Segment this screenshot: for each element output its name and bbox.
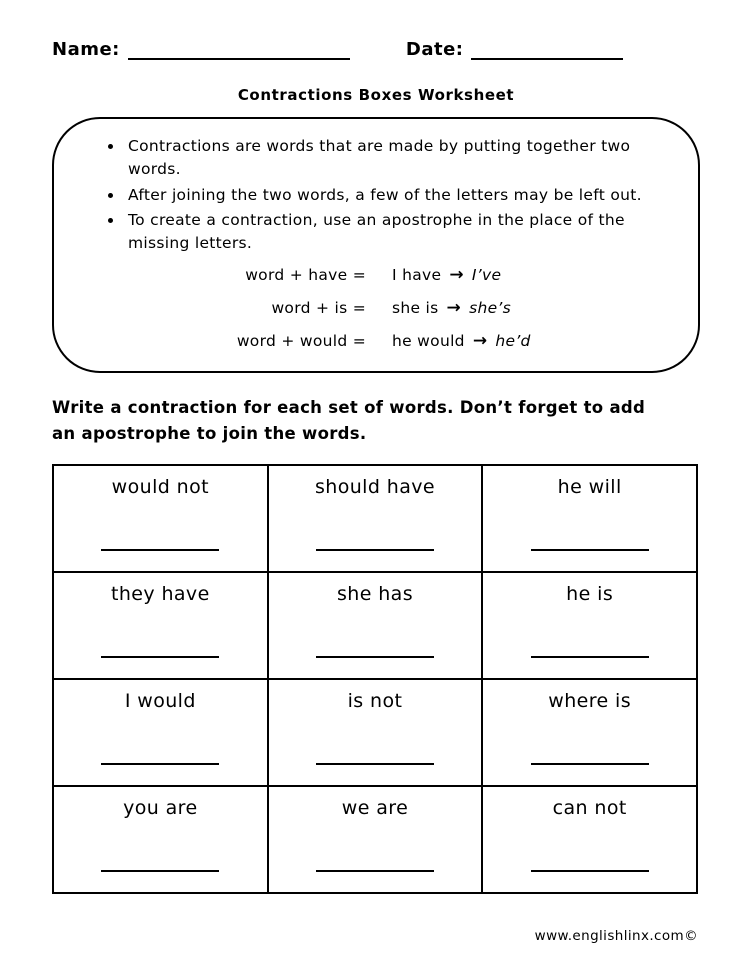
table-row xyxy=(53,465,697,572)
example-row xyxy=(98,298,664,318)
date-blank-line xyxy=(471,38,623,60)
right-arrow-icon: → xyxy=(449,265,464,286)
word-pair: should have xyxy=(314,476,435,499)
info-box xyxy=(52,117,700,373)
table-row xyxy=(53,679,697,786)
answer-blank-line xyxy=(316,870,434,872)
word-pair: she has xyxy=(336,583,414,606)
answer-blank-line xyxy=(101,763,219,765)
contractions-table xyxy=(52,464,698,894)
examples-block xyxy=(98,265,664,351)
word-pair: he is xyxy=(566,583,614,606)
answer-blank-line xyxy=(101,549,219,551)
word-pair: I would xyxy=(124,690,196,713)
table-cell xyxy=(482,572,697,679)
bullet-item: • To create a contraction, use an apostrophe in the place of the missing letters. xyxy=(124,209,664,256)
example-group xyxy=(366,265,601,285)
table-cell xyxy=(268,786,483,893)
table-cell xyxy=(482,465,697,572)
answer-blank-line xyxy=(316,656,434,658)
answer-blank-line xyxy=(316,763,434,765)
header-row xyxy=(52,38,700,60)
answer-blank-line xyxy=(531,870,649,872)
answer-blank-line xyxy=(531,549,649,551)
word-pair: can not xyxy=(552,797,627,820)
table-row xyxy=(53,786,697,893)
answer-blank-line xyxy=(316,549,434,551)
example-result: he’d xyxy=(495,332,531,351)
right-arrow-icon: → xyxy=(472,331,488,352)
example-row xyxy=(98,331,664,351)
word-pair: would not xyxy=(111,476,209,499)
table-cell xyxy=(53,786,268,893)
table-cell xyxy=(482,786,697,893)
example-result: she’s xyxy=(469,299,512,318)
example-row xyxy=(98,265,664,285)
answer-blank-line xyxy=(101,870,219,872)
table-cell xyxy=(53,679,268,786)
example-phrase: he would xyxy=(392,332,465,351)
answer-blank-line xyxy=(101,656,219,658)
table-cell xyxy=(268,465,483,572)
example-group xyxy=(366,298,601,318)
table-cell xyxy=(268,679,483,786)
example-phrase: she is xyxy=(392,299,439,318)
instructions-text: Write a contraction for each set of words. Don’t forget to add an apostrophe to join the words. xyxy=(52,398,646,443)
word-pair: where is xyxy=(548,690,632,713)
table-cell xyxy=(53,465,268,572)
answer-blank-line xyxy=(531,656,649,658)
word-pair: they have xyxy=(110,583,210,606)
table-cell xyxy=(53,572,268,679)
name-label: Name: xyxy=(52,39,120,60)
worksheet-title: Contractions Boxes Worksheet xyxy=(237,86,515,104)
word-pair: he will xyxy=(557,476,622,499)
footer-credit: www.englishlinx.com© xyxy=(534,928,698,944)
example-result: I’ve xyxy=(471,266,502,285)
table-cell xyxy=(268,572,483,679)
answer-blank-line xyxy=(531,763,649,765)
date-label: Date: xyxy=(405,39,464,60)
example-group xyxy=(366,331,601,351)
word-pair: is not xyxy=(347,690,403,713)
right-arrow-icon: → xyxy=(446,298,462,319)
bullet-item: • Contractions are words that are made by putting together two words. xyxy=(124,135,664,182)
example-formula: word + is = xyxy=(271,299,366,318)
bullet-item: • After joining the two words, a few of the letters may be left out. xyxy=(124,184,664,207)
word-pair: we are xyxy=(341,797,409,820)
table-row xyxy=(53,572,697,679)
table-cell xyxy=(482,679,697,786)
name-blank-line xyxy=(128,38,350,60)
example-formula: word + have = xyxy=(245,266,366,285)
word-pair: you are xyxy=(123,797,198,820)
info-bullet-list xyxy=(124,135,664,255)
example-formula: word + would = xyxy=(236,332,366,351)
example-phrase: I have xyxy=(392,266,442,285)
